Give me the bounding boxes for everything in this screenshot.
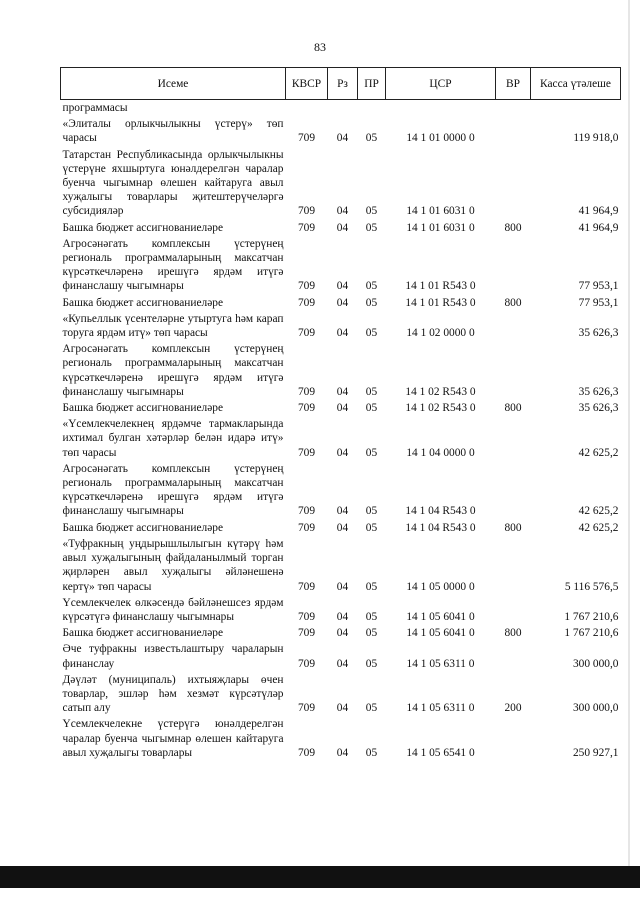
table-row <box>61 716 621 761</box>
table-header-row <box>61 68 621 100</box>
table-row <box>61 147 621 220</box>
cell-vr: 800 <box>504 521 522 534</box>
cell-name: Әче туфракны известьлаштыру чараларын финанслау <box>62 643 284 670</box>
cell-pr: 05 <box>365 746 378 759</box>
cell-amount: 5 116 576,5 <box>564 580 619 593</box>
cell-name: Башка бюджет ассигнованиеләре <box>62 402 224 415</box>
cell-pr: 05 <box>365 702 378 715</box>
cell-vr: 800 <box>504 402 522 415</box>
continuation-row <box>61 100 621 117</box>
cell-kvsr: 709 <box>297 221 316 234</box>
cell-pr: 05 <box>365 505 378 518</box>
scan-bottom-bar <box>0 866 640 888</box>
cell-amount: 119 918,0 <box>573 132 619 145</box>
cell-name: Башка бюджет ассигнованиеләре <box>62 296 224 309</box>
cell-kvsr: 709 <box>297 280 316 293</box>
cell-amount: 35 626,3 <box>578 402 619 415</box>
cell-vr <box>496 416 531 461</box>
cell-vr: 800 <box>504 296 522 309</box>
cell-csr: 14 1 05 6311 0 <box>406 702 475 715</box>
cell-rz: 04 <box>336 657 349 670</box>
table-row <box>61 461 621 520</box>
cell-vr: 800 <box>504 221 522 234</box>
cell-csr: 14 1 04 0000 0 <box>406 446 475 459</box>
cell-kvsr: 709 <box>297 580 316 593</box>
cell-csr: 14 1 05 0000 0 <box>406 580 475 593</box>
cell-pr: 05 <box>365 385 378 398</box>
header-amount: Касса үтәлеше <box>531 68 621 100</box>
cell-vr <box>496 595 531 625</box>
header-csr: ЦСР <box>386 68 496 100</box>
cell-pr: 05 <box>365 627 378 640</box>
header-vr: ВР <box>496 68 531 100</box>
cell-kvsr: 709 <box>297 610 316 623</box>
cell-rz: 04 <box>336 280 349 293</box>
cell-name: Дәүләт (муниципаль) ихтыяҗлары өчен товарлар, эшләр һәм хезмәт күрсәтүләр сатып алу <box>62 673 284 715</box>
cell-csr: 14 1 01 6031 0 <box>406 205 475 218</box>
table-row <box>61 641 621 671</box>
cell-name: «Үсемлекчелекнең ярдәмче тармакларында ихтимал булган хәтәрләр белән идарә итү» төп чарасы <box>62 418 284 459</box>
cell-kvsr: 709 <box>297 446 316 459</box>
cell-kvsr: 709 <box>297 505 316 518</box>
table-row <box>61 220 621 236</box>
cell-amount: 1 767 210,6 <box>564 627 619 640</box>
cell-kvsr: 709 <box>297 746 316 759</box>
page-number: 83 <box>314 40 326 54</box>
table-row <box>61 116 621 146</box>
table-row <box>61 295 621 311</box>
cell-name: «Купьеллык үсентеләрне утыртуга һәм карап торуга ярдәм итү» төп чарасы <box>62 312 284 340</box>
scan-edge <box>628 0 630 866</box>
cell-rz: 04 <box>336 296 349 309</box>
cell-csr: 14 1 02 R543 0 <box>405 402 476 415</box>
cell-amount: 300 000,0 <box>572 702 619 715</box>
cell-amount: 250 927,1 <box>572 746 619 759</box>
cell-rz: 04 <box>336 610 349 623</box>
cell-pr: 05 <box>365 132 378 145</box>
header-rz: Рз <box>328 68 358 100</box>
cell-kvsr: 709 <box>297 521 316 534</box>
cell-name: «Туфракның уңдырышлылыгын күтәрү һәм авыл хуҗалыгының файдаланылмый торган җирләрен авыл хуҗалыгы әйләнешенә кертү» төп чарасы <box>62 537 284 593</box>
cell-kvsr: 709 <box>297 402 316 415</box>
cell-rz: 04 <box>336 221 349 234</box>
continuation-text: программасы <box>62 102 128 114</box>
cell-vr <box>496 116 531 146</box>
cell-rz: 04 <box>336 385 349 398</box>
cell-name: Агросәнәгать комплексын үстерүнең региональ программаларының максатчан күрсәткечләренә ирешүгә ярдәм итүгә финанслашу чыгымнары <box>62 237 284 293</box>
cell-pr: 05 <box>365 221 378 234</box>
cell-vr <box>496 236 531 295</box>
cell-amount: 77 953,1 <box>578 280 619 293</box>
cell-rz: 04 <box>336 746 349 759</box>
cell-pr: 05 <box>365 446 378 459</box>
table-row <box>61 416 621 461</box>
cell-rz: 04 <box>336 402 349 415</box>
cell-csr: 14 1 01 6031 0 <box>406 221 475 234</box>
cell-kvsr: 709 <box>297 657 316 670</box>
cell-rz: 04 <box>336 205 349 218</box>
table-row <box>61 311 621 341</box>
cell-rz: 04 <box>336 521 349 534</box>
cell-pr: 05 <box>365 280 378 293</box>
cell-amount: 42 625,2 <box>578 446 619 459</box>
cell-kvsr: 709 <box>297 627 316 640</box>
cell-pr: 05 <box>365 521 378 534</box>
cell-vr <box>496 147 531 220</box>
table-row <box>61 400 621 416</box>
cell-amount: 42 625,2 <box>578 505 619 518</box>
cell-pr: 05 <box>365 327 378 340</box>
cell-vr <box>496 461 531 520</box>
cell-csr: 14 1 05 6541 0 <box>406 746 475 759</box>
cell-rz: 04 <box>336 505 349 518</box>
cell-name: Үсемлекчелек өлкәсендә бәйләнешсез ярдәм күрсәтүгә финанслашу чыгымнары <box>62 596 284 623</box>
cell-name: «Элиталы орлыкчылыкны үстерү» төп чарасы <box>62 118 284 145</box>
cell-csr: 14 1 01 0000 0 <box>406 132 475 145</box>
table-row <box>61 236 621 295</box>
cell-amount: 1 767 210,6 <box>564 610 619 623</box>
header-name: Исеме <box>61 68 286 100</box>
cell-rz: 04 <box>336 327 349 340</box>
cell-amount: 35 626,3 <box>578 327 619 340</box>
cell-amount: 41 964,9 <box>578 221 619 234</box>
cell-csr: 14 1 01 R543 0 <box>405 296 476 309</box>
cell-kvsr: 709 <box>297 702 316 715</box>
cell-csr: 14 1 02 0000 0 <box>406 327 475 340</box>
cell-vr <box>496 341 531 400</box>
header-kvsr: КВСР <box>286 68 328 100</box>
cell-csr: 14 1 04 R543 0 <box>405 505 476 518</box>
cell-csr: 14 1 04 R543 0 <box>405 521 476 534</box>
table-row <box>61 341 621 400</box>
table-row <box>61 672 621 717</box>
cell-vr <box>496 536 531 595</box>
cell-rz: 04 <box>336 627 349 640</box>
cell-rz: 04 <box>336 580 349 593</box>
cell-pr: 05 <box>365 205 378 218</box>
cell-rz: 04 <box>336 132 349 145</box>
cell-rz: 04 <box>336 702 349 715</box>
cell-pr: 05 <box>365 580 378 593</box>
cell-name: Татарстан Республикасында орлыкчылыкны үстерүне яхшыртуга юнәлдерелгән чаралар буенча чыгымнар өлешен кайтаруга авыл хуҗалыгы товарлары җитештерүчеләргә субсидияләр <box>62 148 284 218</box>
cell-pr: 05 <box>365 657 378 670</box>
table-row <box>61 520 621 536</box>
cell-kvsr: 709 <box>297 205 316 218</box>
cell-name: Агросәнәгать комплексын үстерүнең региональ программаларының максатчан күрсәткечләренә ирешүгә ярдәм итүгә финанслашу чыгымнары <box>62 343 284 398</box>
cell-kvsr: 709 <box>297 327 316 340</box>
cell-vr: 200 <box>504 702 522 715</box>
cell-name: Башка бюджет ассигнованиеләре <box>62 521 224 534</box>
cell-vr <box>496 716 531 761</box>
cell-csr: 14 1 05 6041 0 <box>406 610 475 623</box>
cell-name: Башка бюджет ассигнованиеләре <box>62 221 224 234</box>
cell-amount: 300 000,0 <box>572 657 619 670</box>
cell-csr: 14 1 01 R543 0 <box>405 280 476 293</box>
cell-pr: 05 <box>365 610 378 623</box>
cell-name: Үсемлекчелекне үстерүгә юнәлдерелгән чаралар буенча чыгымнар өлешен кайтаруга авыл хуҗалыгы товарлары <box>62 718 284 759</box>
cell-name: Агросәнәгать комплексын үстерүнең региональ программаларының максатчан күрсәткечләренә ирешүгә ярдәм итүгә финанслашу чыгымнары <box>62 462 284 518</box>
cell-name: Башка бюджет ассигнованиеләре <box>62 627 224 640</box>
header-pr: ПР <box>358 68 386 100</box>
cell-vr: 800 <box>504 627 522 640</box>
budget-table <box>60 67 621 761</box>
cell-amount: 42 625,2 <box>578 521 619 534</box>
table-row <box>61 595 621 625</box>
cell-csr: 14 1 02 R543 0 <box>405 385 476 398</box>
cell-vr <box>496 641 531 671</box>
cell-vr <box>496 311 531 341</box>
cell-kvsr: 709 <box>297 132 316 145</box>
cell-kvsr: 709 <box>297 296 316 309</box>
cell-pr: 05 <box>365 296 378 309</box>
cell-amount: 77 953,1 <box>578 296 619 309</box>
cell-amount: 41 964,9 <box>578 205 619 218</box>
table-row <box>61 536 621 595</box>
cell-amount: 35 626,3 <box>578 385 619 398</box>
cell-rz: 04 <box>336 446 349 459</box>
cell-kvsr: 709 <box>297 385 316 398</box>
cell-pr: 05 <box>365 402 378 415</box>
cell-csr: 14 1 05 6041 0 <box>406 627 475 640</box>
cell-csr: 14 1 05 6311 0 <box>406 657 475 670</box>
table-row <box>61 625 621 641</box>
